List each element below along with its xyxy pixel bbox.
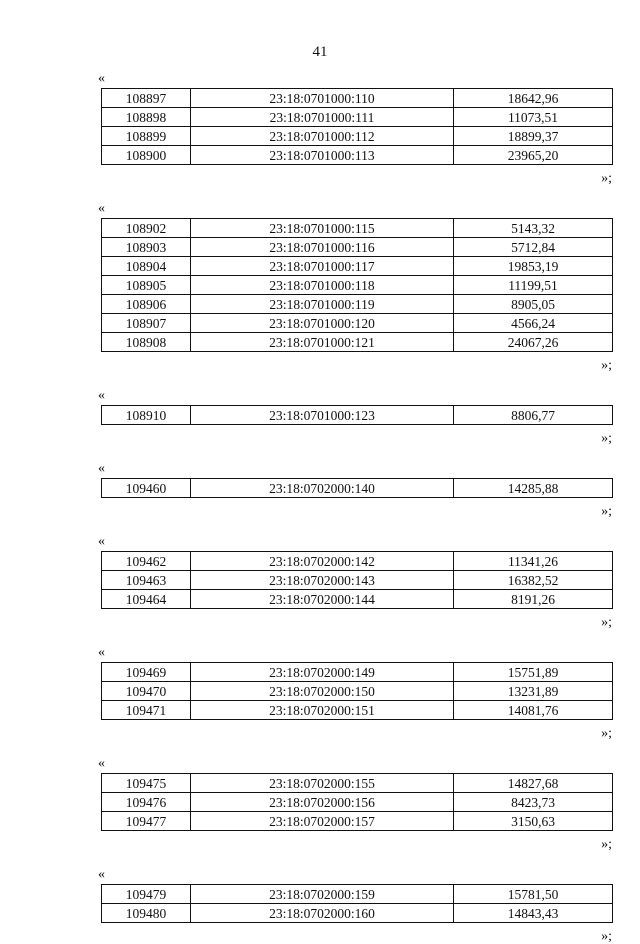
table-row xyxy=(102,257,613,276)
cadastral-number-cell: 23:18:0702000:157 xyxy=(191,812,454,831)
table-row xyxy=(102,406,613,425)
land-plot-table xyxy=(101,551,613,609)
area-value-cell: 8806,77 xyxy=(454,406,613,425)
table-row xyxy=(102,146,613,165)
cadastral-number-cell: 23:18:0702000:155 xyxy=(191,774,454,793)
area-value-cell: 13231,89 xyxy=(454,682,613,701)
area-value-cell: 5712,84 xyxy=(454,238,613,257)
area-value-cell: 8905,05 xyxy=(454,295,613,314)
plot-number-cell: 108905 xyxy=(102,276,191,295)
area-value-cell: 14285,88 xyxy=(454,479,613,498)
area-value-cell: 8191,26 xyxy=(454,590,613,609)
plot-number-cell: 109476 xyxy=(102,793,191,812)
cadastral-number-cell: 23:18:0701000:120 xyxy=(191,314,454,333)
cadastral-number-cell: 23:18:0702000:144 xyxy=(191,590,454,609)
closing-quote: »; xyxy=(601,726,612,741)
plot-number-cell: 108908 xyxy=(102,333,191,352)
cadastral-number-cell: 23:18:0702000:143 xyxy=(191,571,454,590)
plot-number-cell: 109477 xyxy=(102,812,191,831)
land-plot-table xyxy=(101,405,613,425)
plot-number-cell: 109460 xyxy=(102,479,191,498)
plot-number-cell: 109480 xyxy=(102,904,191,923)
land-plot-table xyxy=(101,662,613,720)
cadastral-number-cell: 23:18:0701000:121 xyxy=(191,333,454,352)
plot-number-cell: 108907 xyxy=(102,314,191,333)
area-value-cell: 23965,20 xyxy=(454,146,613,165)
area-value-cell: 18899,37 xyxy=(454,127,613,146)
closing-quote: »; xyxy=(601,431,612,446)
land-plot-table xyxy=(101,88,613,165)
cadastral-number-cell: 23:18:0701000:111 xyxy=(191,108,454,127)
cadastral-number-cell: 23:18:0702000:140 xyxy=(191,479,454,498)
cadastral-number-cell: 23:18:0702000:159 xyxy=(191,885,454,904)
plot-number-cell: 109463 xyxy=(102,571,191,590)
cadastral-number-cell: 23:18:0701000:115 xyxy=(191,219,454,238)
cadastral-number-cell: 23:18:0702000:156 xyxy=(191,793,454,812)
plot-number-cell: 108904 xyxy=(102,257,191,276)
area-value-cell: 18642,96 xyxy=(454,89,613,108)
cadastral-number-cell: 23:18:0701000:119 xyxy=(191,295,454,314)
cadastral-number-cell: 23:18:0701000:116 xyxy=(191,238,454,257)
plot-number-cell: 109470 xyxy=(102,682,191,701)
area-value-cell: 14843,43 xyxy=(454,904,613,923)
plot-number-cell: 108910 xyxy=(102,406,191,425)
table-row xyxy=(102,238,613,257)
area-value-cell: 11341,26 xyxy=(454,552,613,571)
plot-number-cell: 109469 xyxy=(102,663,191,682)
opening-quote: « xyxy=(98,645,105,660)
cadastral-number-cell: 23:18:0702000:151 xyxy=(191,701,454,720)
plot-number-cell: 108897 xyxy=(102,89,191,108)
cadastral-number-cell: 23:18:0702000:149 xyxy=(191,663,454,682)
table-row xyxy=(102,793,613,812)
closing-quote: »; xyxy=(601,837,612,852)
area-value-cell: 4566,24 xyxy=(454,314,613,333)
table-row xyxy=(102,127,613,146)
table-row xyxy=(102,276,613,295)
area-value-cell: 16382,52 xyxy=(454,571,613,590)
plot-number-cell: 109479 xyxy=(102,885,191,904)
cadastral-number-cell: 23:18:0701000:117 xyxy=(191,257,454,276)
closing-quote: »; xyxy=(601,615,612,630)
opening-quote: « xyxy=(98,388,105,403)
area-value-cell: 14081,76 xyxy=(454,701,613,720)
cadastral-number-cell: 23:18:0702000:150 xyxy=(191,682,454,701)
closing-quote: »; xyxy=(601,504,612,519)
land-plot-table xyxy=(101,773,613,831)
plot-number-cell: 108899 xyxy=(102,127,191,146)
cadastral-number-cell: 23:18:0702000:142 xyxy=(191,552,454,571)
table-row xyxy=(102,295,613,314)
area-value-cell: 14827,68 xyxy=(454,774,613,793)
opening-quote: « xyxy=(98,756,105,771)
table-row xyxy=(102,812,613,831)
opening-quote: « xyxy=(98,534,105,549)
area-value-cell: 15751,89 xyxy=(454,663,613,682)
table-row xyxy=(102,701,613,720)
table-row xyxy=(102,219,613,238)
cadastral-number-cell: 23:18:0701000:113 xyxy=(191,146,454,165)
table-row xyxy=(102,333,613,352)
closing-quote: »; xyxy=(601,929,612,944)
table-row xyxy=(102,774,613,793)
table-row xyxy=(102,552,613,571)
table-row xyxy=(102,314,613,333)
table-row xyxy=(102,885,613,904)
plot-number-cell: 108902 xyxy=(102,219,191,238)
land-plot-table xyxy=(101,218,613,352)
area-value-cell: 24067,26 xyxy=(454,333,613,352)
opening-quote: « xyxy=(98,201,105,216)
table-row xyxy=(102,108,613,127)
table-row xyxy=(102,571,613,590)
cadastral-number-cell: 23:18:0702000:160 xyxy=(191,904,454,923)
table-row xyxy=(102,904,613,923)
closing-quote: »; xyxy=(601,358,612,373)
plot-number-cell: 109475 xyxy=(102,774,191,793)
closing-quote: »; xyxy=(601,171,612,186)
area-value-cell: 11073,51 xyxy=(454,108,613,127)
cadastral-number-cell: 23:18:0701000:123 xyxy=(191,406,454,425)
plot-number-cell: 108898 xyxy=(102,108,191,127)
plot-number-cell: 109464 xyxy=(102,590,191,609)
plot-number-cell: 109462 xyxy=(102,552,191,571)
cadastral-number-cell: 23:18:0701000:118 xyxy=(191,276,454,295)
plot-number-cell: 108900 xyxy=(102,146,191,165)
cadastral-number-cell: 23:18:0701000:112 xyxy=(191,127,454,146)
opening-quote: « xyxy=(98,461,105,476)
opening-quote: « xyxy=(98,71,105,86)
table-row xyxy=(102,682,613,701)
cadastral-number-cell: 23:18:0701000:110 xyxy=(191,89,454,108)
plot-number-cell: 108906 xyxy=(102,295,191,314)
area-value-cell: 19853,19 xyxy=(454,257,613,276)
area-value-cell: 15781,50 xyxy=(454,885,613,904)
area-value-cell: 11199,51 xyxy=(454,276,613,295)
area-value-cell: 8423,73 xyxy=(454,793,613,812)
table-row xyxy=(102,590,613,609)
table-row xyxy=(102,663,613,682)
land-plot-table xyxy=(101,478,613,498)
opening-quote: « xyxy=(98,867,105,882)
table-row xyxy=(102,89,613,108)
plot-number-cell: 109471 xyxy=(102,701,191,720)
area-value-cell: 5143,32 xyxy=(454,219,613,238)
table-row xyxy=(102,479,613,498)
area-value-cell: 3150,63 xyxy=(454,812,613,831)
page-number: 41 xyxy=(312,44,328,60)
plot-number-cell: 108903 xyxy=(102,238,191,257)
